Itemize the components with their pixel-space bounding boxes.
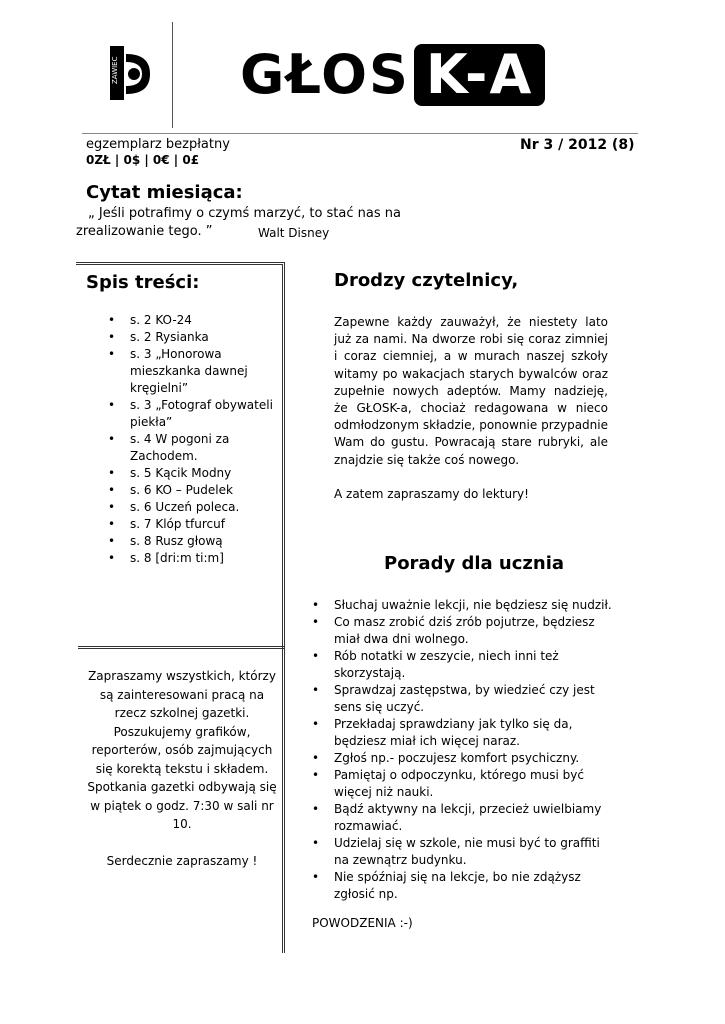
school-logo	[104, 44, 154, 102]
toc-item: • s. 6 KO – Pudelek	[108, 482, 278, 499]
toc-item: • s. 3 „Honorowa mieszkanka dawnej kręgielni”	[108, 346, 278, 397]
left-column-separator	[78, 646, 284, 649]
tips-heading: Porady dla ucznia	[384, 553, 565, 574]
toc-item: • s. 8 [dri:m ti:m]	[108, 550, 278, 567]
toc-item: • s. 4 W pogoni za Zachodem.	[108, 431, 278, 465]
tip-item: • Rób notatki w zeszycie, niech inni też skorzystają.	[312, 648, 612, 682]
invite-closing: Serdecznie zapraszamy !	[106, 853, 258, 868]
toc-item: • s. 8 Rusz głową	[108, 533, 278, 550]
tips-list	[312, 597, 612, 903]
tip-item: • Nie spóźniaj się na lekcje, bo nie zdążysz zgłosić np.	[312, 869, 612, 903]
header-rule	[82, 133, 638, 134]
price-line: 0ZŁ | 0$ | 0€ | 0£	[86, 153, 200, 167]
toc-item: • s. 3 „Fotograf obywateli piekła”	[108, 397, 278, 431]
masthead-part2: K-A	[414, 44, 545, 106]
logo-text: ZAWIEC	[111, 56, 119, 84]
quote-text-line2: zrealizowanie tego. ”	[76, 224, 213, 239]
toc-item: • s. 7 Klóp tfurcuf	[108, 516, 278, 533]
toc-item: • s. 2 KO-24	[108, 312, 278, 329]
header-divider	[172, 22, 173, 128]
tip-item: • Zgłoś np.- poczujesz komfort psychiczny.	[312, 750, 612, 767]
tip-item: • Pamiętaj o odpoczynku, którego musi być więcej niż nauki.	[312, 767, 612, 801]
quote-heading: Cytat miesiąca:	[86, 182, 243, 203]
welcome-article	[334, 314, 608, 503]
quote-text-line1: „ Jeśli potrafimy o czymś marzyć, to stać nas na	[88, 206, 401, 221]
tip-item: • Bądź aktywny na lekcji, przecież uwielbiamy rozmawiać.	[312, 801, 612, 835]
tip-item: • Sprawdzaj zastępstwa, by wiedzieć czy jest sens się uczyć.	[312, 682, 612, 716]
quote-author: Walt Disney	[258, 226, 330, 240]
welcome-heading: Drodzy czytelnicy,	[334, 270, 519, 291]
masthead	[240, 44, 545, 106]
toc-item: • s. 2 Rysianka	[108, 329, 278, 346]
tip-item: • Przekładaj sprawdziany jak tylko się da, będziesz miał ich więcej naraz.	[312, 716, 612, 750]
toc-heading: Spis treści:	[86, 272, 200, 293]
toc-item: • s. 6 Uczeń poleca.	[108, 499, 278, 516]
tip-item: • Udzielaj się w szkole, nie musi być to graffiti na zewnątrz budynku.	[312, 835, 612, 869]
tip-item: • Co masz zrobić dziś zrób pojutrze, będziesz miał dwa dni wolnego.	[312, 614, 612, 648]
invite-text: Zapraszamy wszystkich, którzy są zainteresowani pracą na rzecz szkolnej gazetki. Poszukujemy grafików, reporterów, osób zajmujących się korektą tekstu i składem. Spotkania gazetki odbywają się w piątek o godz. 7:30 w sali nr 10.	[87, 669, 277, 831]
welcome-closing: A zatem zapraszamy do lektury!	[334, 486, 529, 501]
toc-list	[108, 312, 278, 567]
issue-number: Nr 3 / 2012 (8)	[520, 137, 635, 153]
free-copy-note: egzemplarz bezpłatny	[86, 137, 230, 152]
tips-closing: POWODZENIA :-)	[312, 916, 413, 930]
tip-item: • Słuchaj uważnie lekcji, nie będziesz się nudził.	[312, 597, 612, 614]
welcome-body: Zapewne każdy zauważył, że niestety lato już za nami. Na dworze robi się coraz zimniej i coraz ciemniej, a w murach naszej szkoły witamy po wakacjach starych bywalców oraz zupełnie nowych adeptów. Mamy nadzieję, że GŁOSK-a, chociaż redagowana w nieco odmłodzonym składzie, ponownie przypadnie Wam do gustu. Powracają stare rubryki, ale znajdzie się także coś nowego.	[334, 315, 608, 467]
invite-box	[84, 667, 280, 870]
toc-item: • s. 5 Kącik Modny	[108, 465, 278, 482]
masthead-part1: GŁOS	[240, 43, 410, 106]
